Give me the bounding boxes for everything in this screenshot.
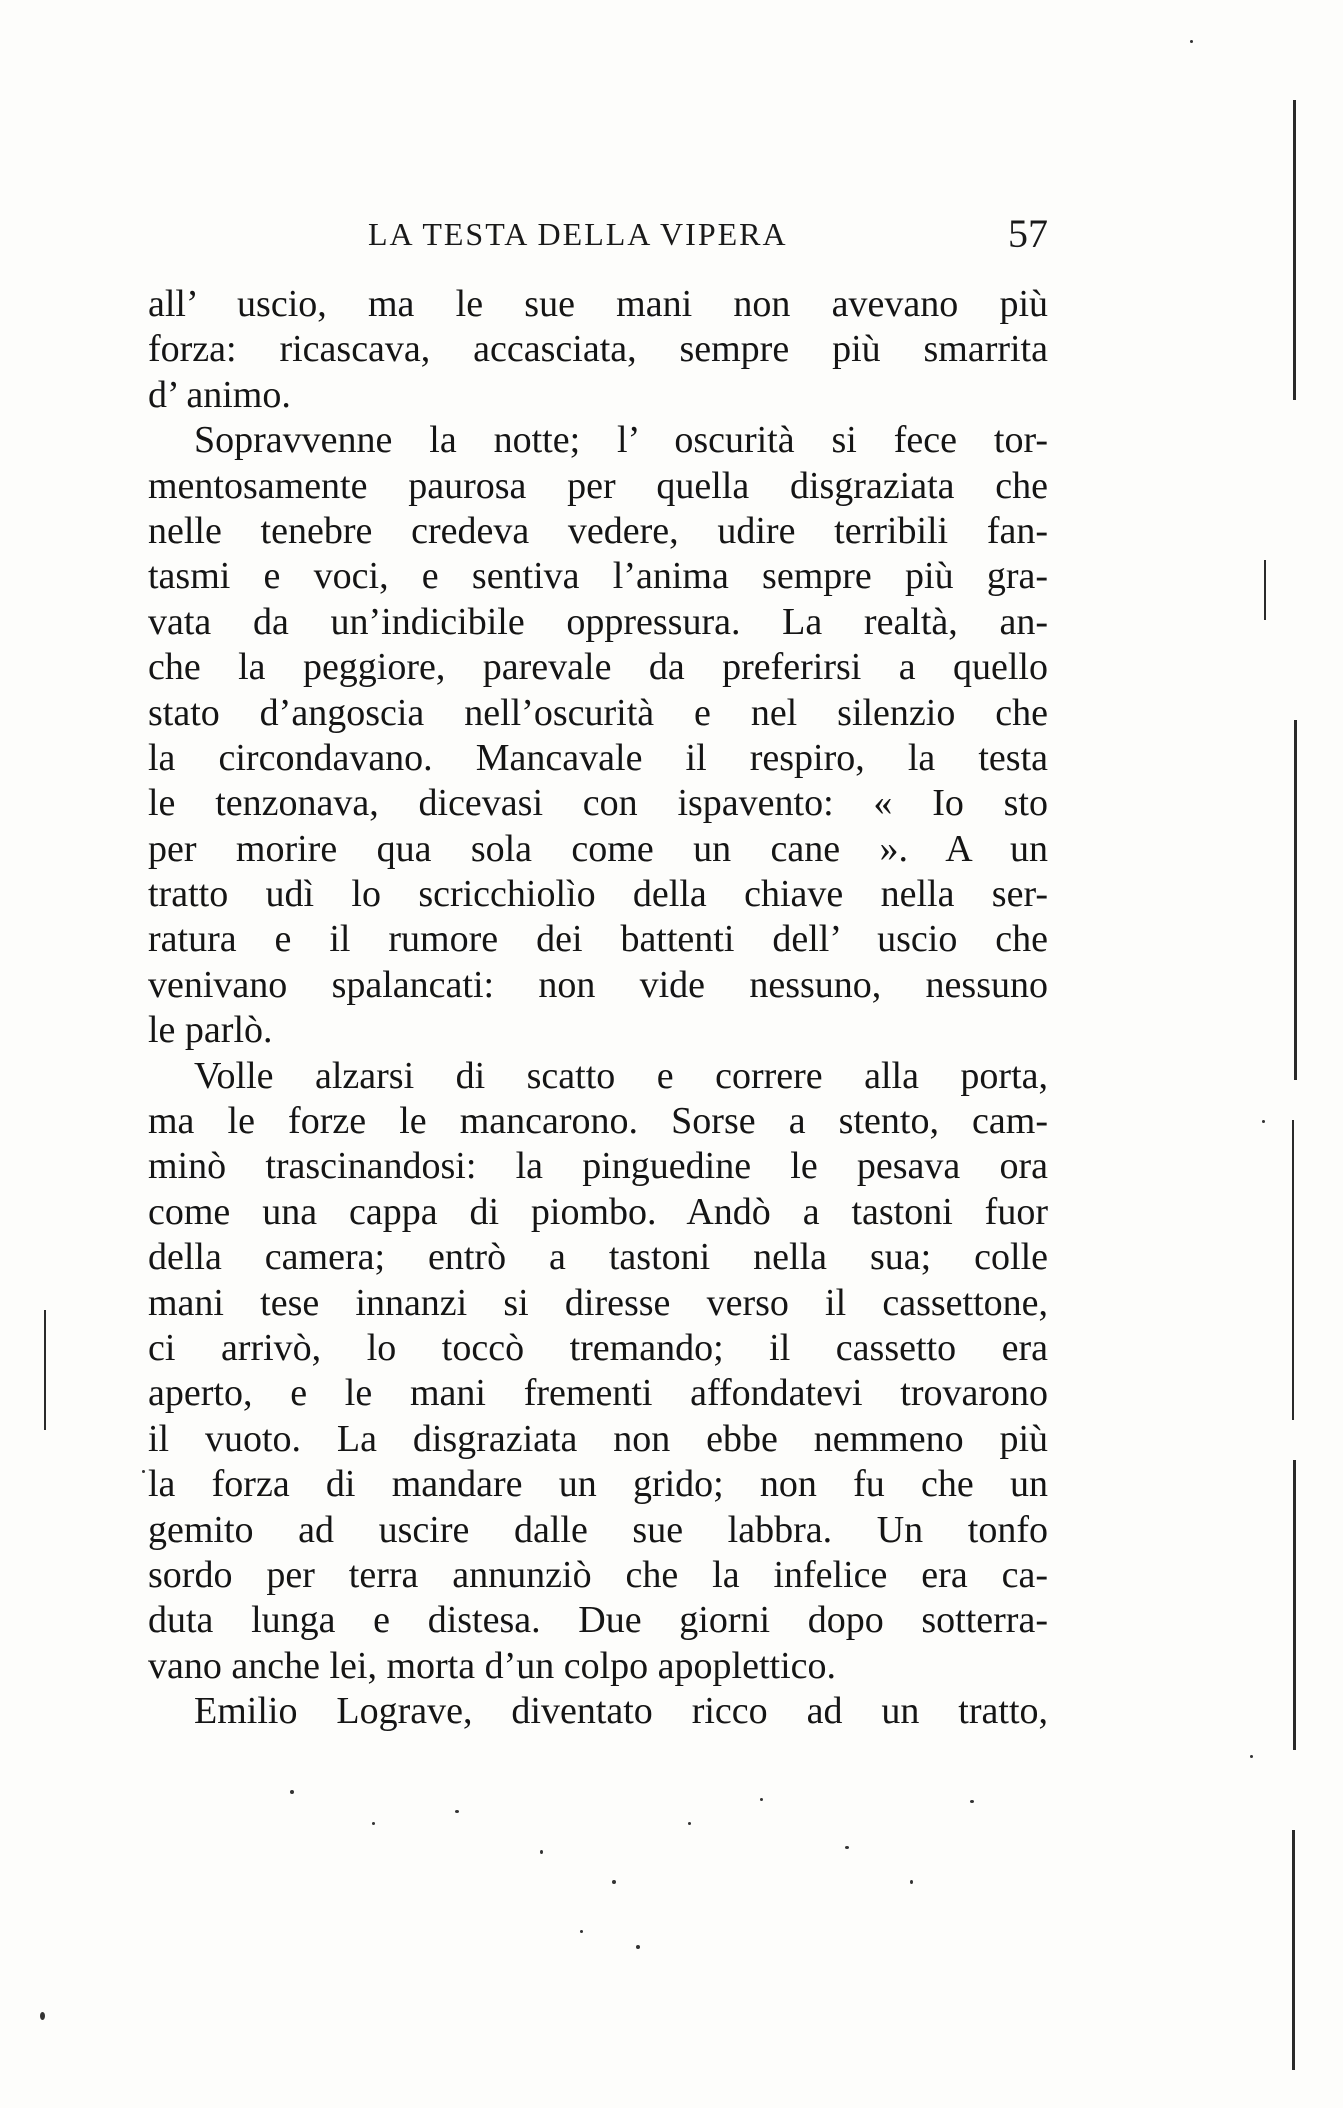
scan-speck — [372, 1822, 375, 1825]
text-line: forza: ricascava, accasciata, sempre più smarrita — [148, 328, 1048, 371]
scan-speck — [910, 1880, 913, 1884]
scan-edge-mark — [1264, 560, 1266, 620]
body-text — [148, 282, 1048, 1735]
scan-speck — [290, 1790, 294, 1794]
text-line: della camera; entrò a tastoni nella sua; colle — [148, 1236, 1048, 1279]
scan-speck — [40, 2012, 45, 2020]
text-line: la forza di mandare un grido; non fu che un — [148, 1463, 1048, 1506]
scan-edge-mark — [1293, 1460, 1296, 1750]
scan-speck — [1262, 1120, 1265, 1123]
text-line: mani tese innanzi si diresse verso il cassettone, — [148, 1281, 1048, 1324]
scan-edge-mark — [1293, 100, 1296, 400]
text-line: le parlò. — [148, 1009, 273, 1052]
text-line: vano anche lei, morta d’un colpo apoplettico. — [148, 1644, 836, 1687]
text-line: ci arrivò, lo toccò tremando; il cassetto era — [148, 1326, 1048, 1369]
text-line: ma le forze le mancarono. Sorse a stento, cam- — [148, 1100, 1048, 1143]
text-line: vata da un’indicibile oppressura. La realtà, an- — [148, 600, 1048, 643]
text-line: per morire qua sola come un cane ». A un — [148, 827, 1048, 870]
text-line: gemito ad uscire dalle sue labbra. Un tonfo — [148, 1508, 1048, 1551]
text-line: Volle alzarsi di scatto e correre alla porta, — [194, 1054, 1048, 1097]
page-header — [148, 210, 1048, 270]
text-line: venivano spalancati: non vide nessuno, nessuno — [148, 963, 1048, 1006]
text-line: duta lunga e distesa. Due giorni dopo sotterra- — [148, 1599, 1048, 1642]
scan-speck — [760, 1798, 763, 1801]
scan-speck — [845, 1846, 849, 1849]
text-line: come una cappa di piombo. Andò a tastoni fuor — [148, 1190, 1048, 1233]
scan-speck — [540, 1850, 543, 1854]
scan-edge-mark — [44, 1310, 46, 1430]
text-line: Emilio Lograve, diventato ricco ad un tratto, — [194, 1690, 1048, 1733]
scan-edge-mark — [1294, 720, 1297, 1080]
text-line: aperto, e le mani frementi affondatevi trovarono — [148, 1372, 1048, 1415]
text-line: sordo per terra annunziò che la infelice era ca- — [148, 1553, 1048, 1596]
scan-edge-mark — [1292, 1120, 1294, 1420]
scan-speck — [612, 1880, 616, 1884]
scan-speck — [455, 1810, 459, 1813]
scan-speck — [688, 1822, 691, 1825]
text-line: d’ animo. — [148, 373, 291, 416]
text-line: stato d’angoscia nell’oscurità e nel silenzio che — [148, 691, 1048, 734]
text-line: mentosamente paurosa per quella disgraziata che — [148, 464, 1048, 507]
scan-speck — [970, 1800, 974, 1803]
scan-speck — [580, 1930, 583, 1933]
text-line: la circondavano. Mancavale il respiro, la testa — [148, 736, 1048, 779]
scan-speck — [142, 1470, 145, 1473]
text-line: il vuoto. La disgraziata non ebbe nemmeno più — [148, 1417, 1048, 1460]
text-line: Sopravvenne la notte; l’ oscurità si fece tor- — [194, 419, 1048, 462]
text-line: nelle tenebre credeva vedere, udire terribili fan- — [148, 509, 1048, 552]
text-line: tratto udì lo scricchiolìo della chiave nella ser- — [148, 873, 1048, 916]
text-line: tasmi e voci, e sentiva l’anima sempre più gra- — [148, 555, 1048, 598]
text-line: ratura e il rumore dei battenti dell’ uscio che — [148, 918, 1048, 961]
scan-speck — [1250, 1755, 1253, 1758]
text-line: che la peggiore, parevale da preferirsi a quello — [148, 646, 1048, 689]
text-line: minò trascinandosi: la pinguedine le pesava ora — [148, 1145, 1048, 1188]
scan-edge-mark — [1292, 1830, 1295, 2070]
text-line: le tenzonava, dicevasi con ispavento: « Io sto — [148, 782, 1048, 825]
page-number: 57 — [1008, 211, 1048, 256]
running-title: LA TESTA DELLA VIPERA — [368, 216, 788, 252]
text-line: all’ uscio, ma le sue mani non avevano più — [148, 283, 1048, 325]
scan-speck — [636, 1945, 640, 1949]
scan-speck — [1190, 40, 1193, 43]
